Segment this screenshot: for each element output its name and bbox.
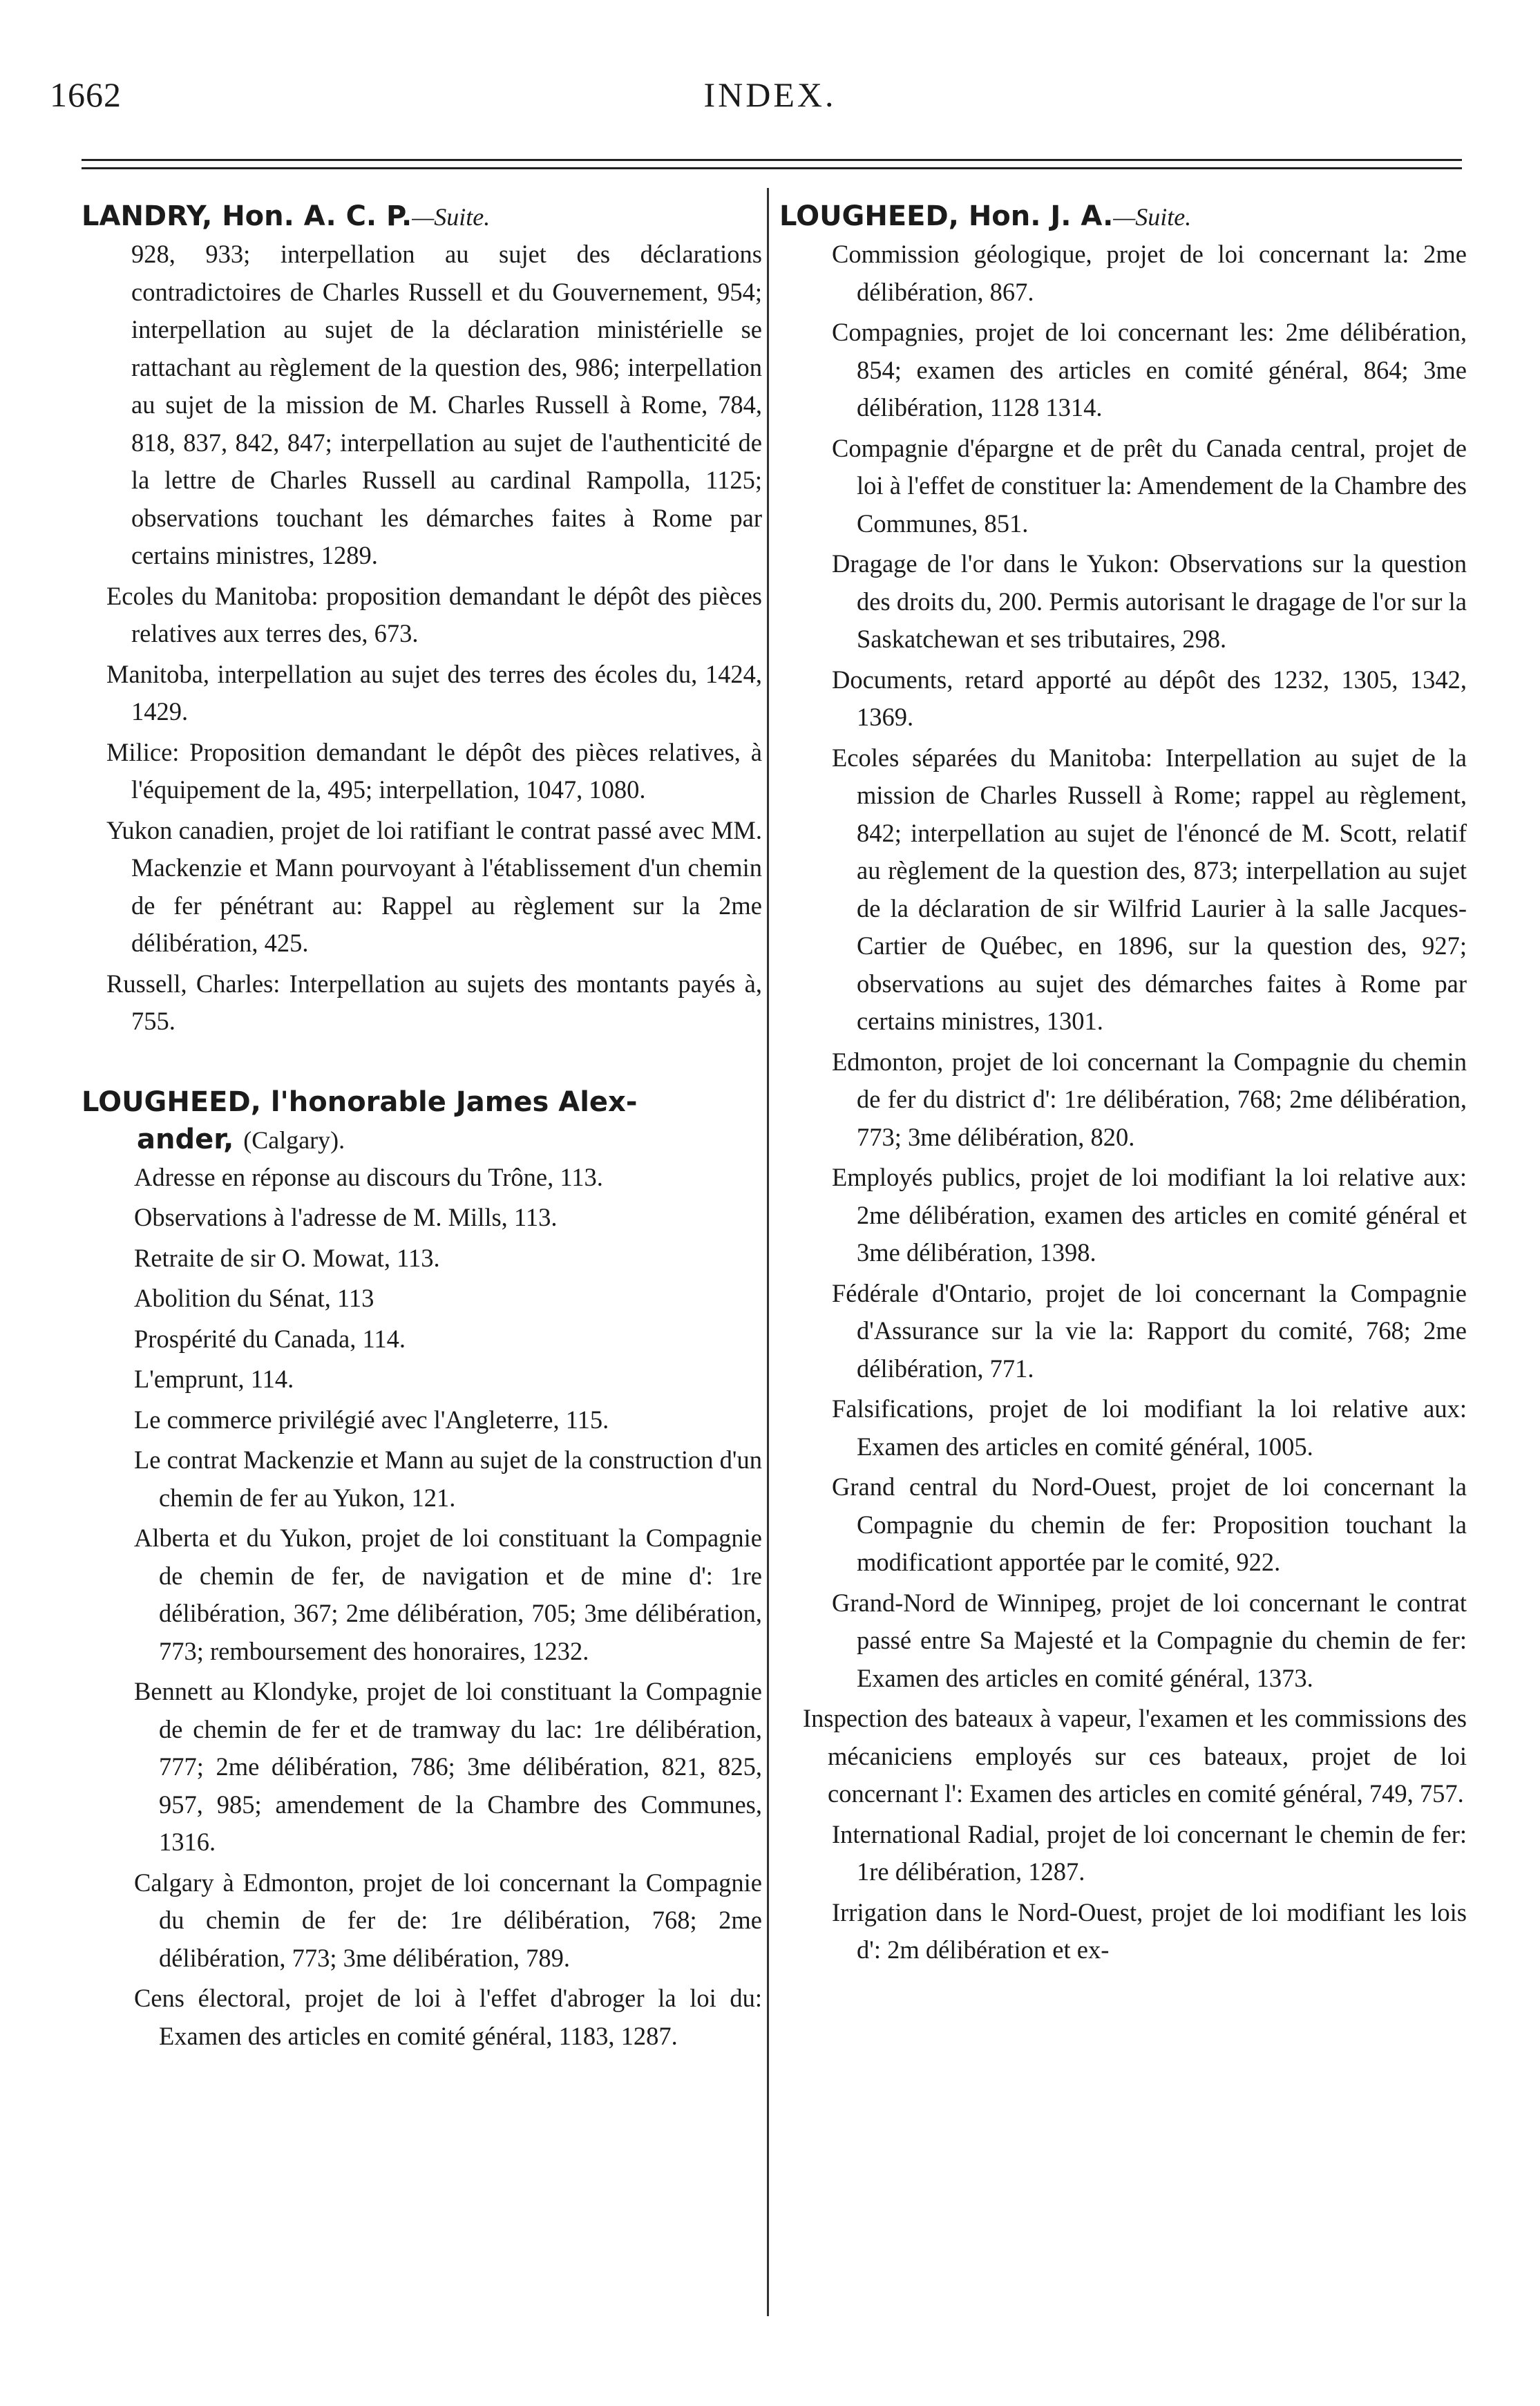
page-number: 1662 [50,75,122,114]
heading-lougheed-line2: ander, (Calgary). [137,1123,345,1155]
header-rule-bottom [82,167,1462,169]
header-rule-top [82,159,1462,161]
index-entry: Abolition du Sénat, 113 [134,1284,374,1312]
index-entry: Grand-Nord de Winnipeg, projet de loi concernant le contrat passé entre Sa Majesté et la Compagnie du chemin de fer: Examen des articles en comité général, 1373. [832,1588,1467,1692]
index-entry: Compagnie d'épargne et de prêt du Canada central, projet de loi à l'effet de constituer la: Amendement de la Chambre des Communes, 851. [832,433,1467,538]
index-entry: Inspection des bateaux à vapeur, l'examen et les commissions des mécaniciens employés sur ces bateaux, projet de loi concernant l': Examen des articles en comité général, 749, 757. [803,1704,1467,1808]
heading-landry: LANDRY, Hon. A. C. P.—Suite. [82,200,491,232]
index-entry: L'emprunt, 114. [134,1365,294,1393]
index-entry: Dragage de l'or dans le Yukon: Observations sur la question des droits du, 200. Permis autorisant le dragage de l'or sur la Saskatchewan et ses tributaires, 298. [832,549,1467,653]
index-entry: Documents, retard apporté au dépôt des 1232, 1305, 1342, 1369. [832,665,1467,731]
index-entry: Ecoles du Manitoba: proposition demandant le dépôt des pièces relatives aux terres des, 673. [106,581,762,647]
index-entry: International Radial, projet de loi concernant le chemin de fer: 1re délibération, 1287. [832,1819,1467,1886]
page-title: INDEX. [703,75,837,114]
index-entry: Cens électoral, projet de loi à l'effet d'abroger la loi du: Examen des articles en comité général, 1183, 1287. [134,1984,762,2050]
index-entry: Observations à l'adresse de M. Mills, 113. [134,1203,558,1231]
index-entry: Ecoles séparées du Manitoba: Interpellation au sujet de la mission de Charles Russell à Rome; rappel au règlement, 842; interpellation au sujet de l'énoncé de M. Scott, relatif au règlement de la question des, 873; interpellation au sujet de la déclaration de sir Wilfrid Laurier à la salle Jacques-Cartier de Québec, en 1896, sur la question des, 927; observations au sujet des démarches faites à Rome par certains ministres, 1301. [832,743,1467,1035]
index-entry: Grand central du Nord-Ouest, projet de loi concernant la Compagnie du chemin de fer: Proposition touchant la modificationt apportée par le comité, 922. [832,1472,1467,1576]
index-entry: Compagnies, projet de loi concernant les: 2me délibération, 854; examen des articles en comité général, 864; 3me délibération, 1128 1314. [832,318,1467,421]
index-entry: Employés publics, projet de loi modifiant la loi relative aux: 2me délibération, examen des articles en comité général et 3me délibération, 1398. [832,1163,1467,1267]
index-entry: Prospérité du Canada, 114. [134,1324,406,1353]
index-entry: Fédérale d'Ontario, projet de loi concernant la Compagnie d'Assurance sur la vie la: Rapport du comité, 768; 2me délibération, 771. [832,1278,1467,1383]
left-column [82,198,762,2058]
index-entry: Manitoba, interpellation au sujet des terres des écoles du, 1424, 1429. [106,659,762,726]
index-entry: Alberta et du Yukon, projet de loi constituant la Compagnie de chemin de fer, de navigation et de mine d': 1re délibération, 367; 2me délibération, 705; 3me délibération, 773; remboursement des honoraires, 1232. [134,1524,762,1665]
index-entry: Irrigation dans le Nord-Ouest, projet de loi modifiant les lois d': 2m délibération et ex- [832,1897,1467,1964]
column-divider [767,188,769,2316]
heading-lougheed-continued: LOUGHEED, Hon. J. A.—Suite. [779,200,1192,232]
index-entry: Le contrat Mackenzie et Mann au sujet de la construction d'un chemin de fer au Yukon, 121. [134,1446,762,1512]
index-entry: Calgary à Edmonton, projet de loi concernant la Compagnie du chemin de fer de: 1re délibération, 768; 2me délibération, 773; 3me délibération, 789. [134,1868,762,1972]
index-entry: Le commerce privilégié avec l'Angleterre, 115. [134,1405,609,1434]
index-entry: 928, 933; interpellation au sujet des déclarations contradictoires de Charles Russell et du Gouvernement, 954; interpellation au sujet de la déclaration ministérielle se rattachant au règlement de la question des, 986; interpellation au sujet de la mission de M. Charles Russell à Rome, 784, 818, 837, 842, 847; interpellation au sujet de l'authenticité de la lettre de Charles Russell au cardinal Rampolla, 1125; observations touchant les démarches faites à Rome par certains ministres, 1289. [131,240,762,569]
right-column [779,198,1467,1972]
index-entry: Falsifications, projet de loi modifiant la loi relative aux: Examen des articles en comité général, 1005. [832,1394,1467,1461]
heading-lougheed [82,1083,762,1159]
index-entry: Commission géologique, projet de loi concernant la: 2me délibération, 867. [832,240,1467,306]
heading-lougheed-line1: LOUGHEED, l'honorable James Alex- [82,1086,638,1118]
index-entry: Bennett au Klondyke, projet de loi constituant la Compagnie de chemin de fer et de tramway du lac: 1re délibération, 777; 2me délibération, 786; 3me délibération, 821, 825, 957, 985; amendement de la Chambre des Communes, 1316. [134,1677,762,1856]
index-entry: Retraite de sir O. Mowat, 113. [134,1243,440,1272]
index-entry: Milice: Proposition demandant le dépôt des pièces relatives, à l'équipement de la, 495; interpellation, 1047, 1080. [106,737,762,804]
index-entry: Adresse en réponse au discours du Trône, 113. [134,1162,603,1191]
index-entry: Yukon canadien, projet de loi ratifiant le contrat passé avec MM. Mackenzie et Mann pourvoyant à l'établissement d'un chemin de fer pénétrant au: Rappel au règlement sur la 2me délibération, 425. [106,815,762,957]
index-entry: Edmonton, projet de loi concernant la Compagnie du chemin de fer du district d': 1re délibération, 768; 2me délibération, 773; 3me délibération, 820. [832,1047,1467,1151]
index-entry: Russell, Charles: Interpellation au sujets des montants payés à, 755. [106,969,762,1035]
section-gap [82,1043,762,1083]
